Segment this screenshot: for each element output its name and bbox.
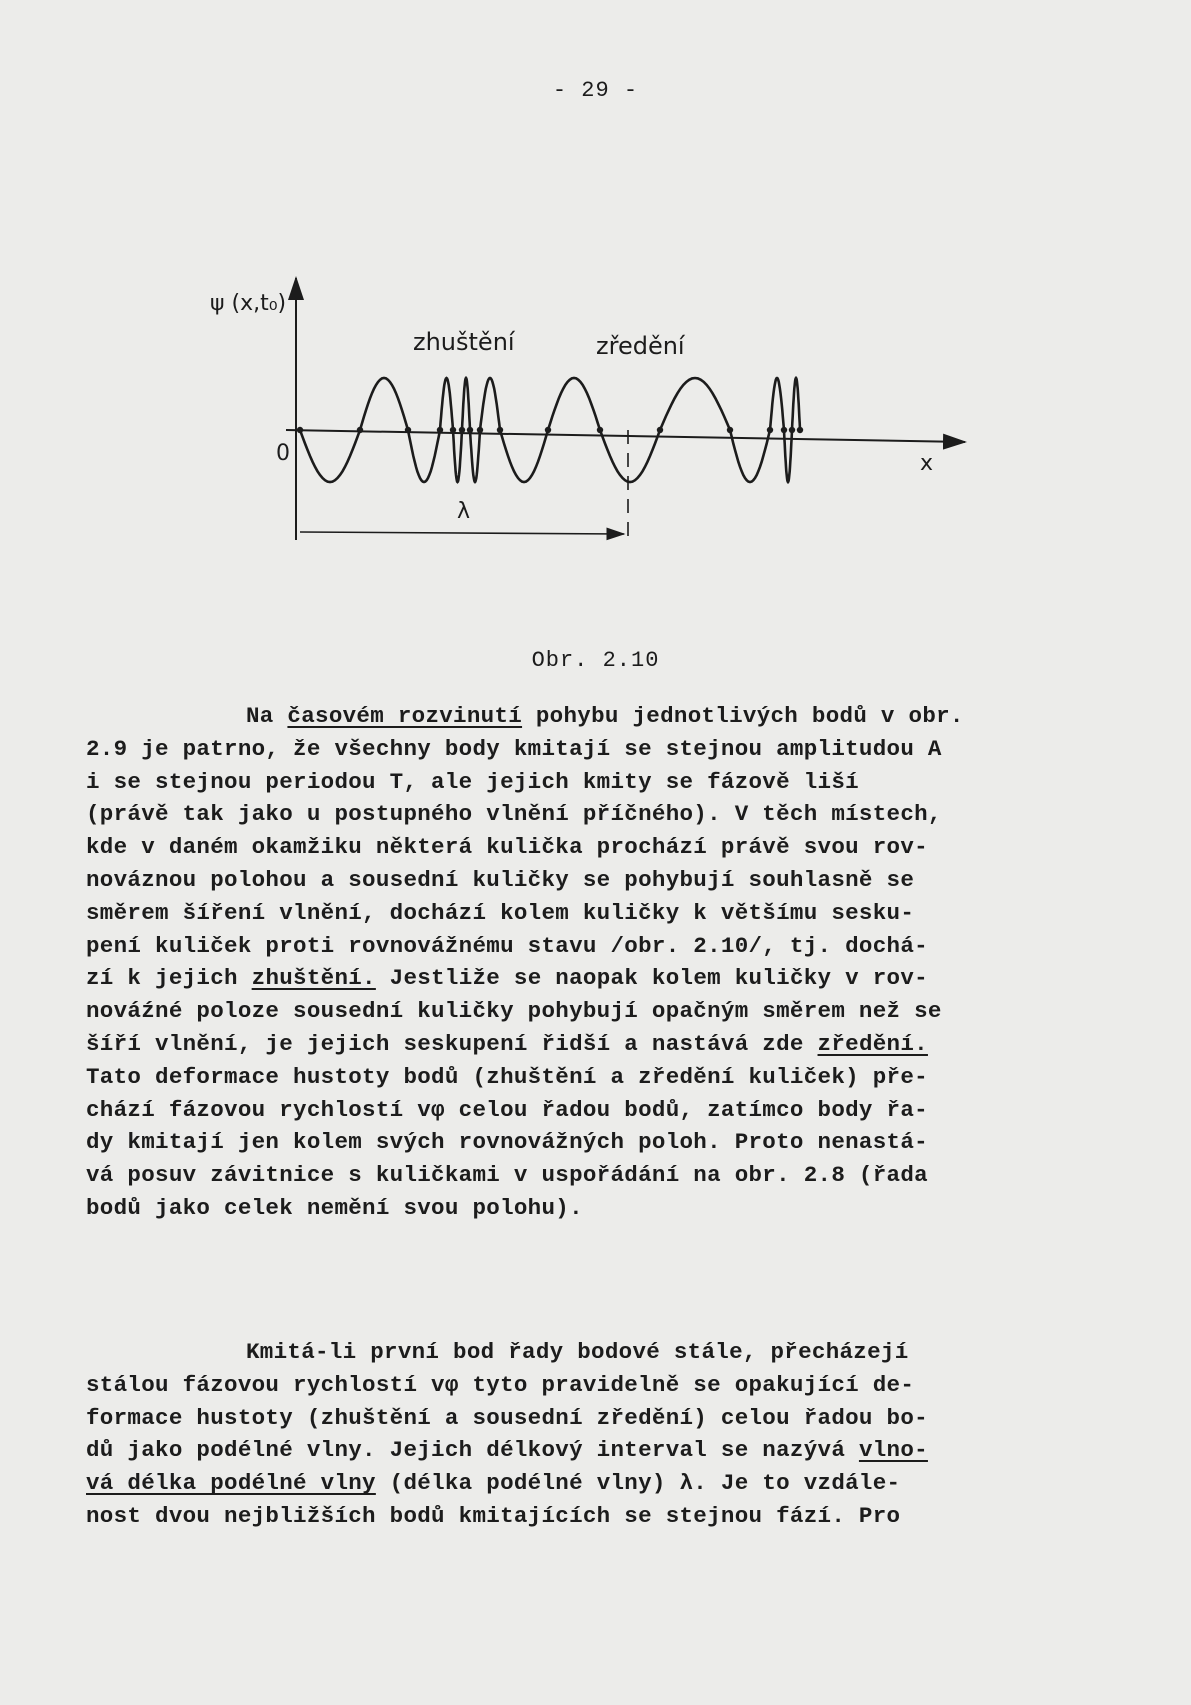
wave-point <box>450 427 456 433</box>
origin-label: 0 <box>276 441 290 466</box>
compression-label: zhuštění <box>413 328 515 356</box>
text-line: směrem šíření vlnění, dochází kolem kuličky k většímu sesku- <box>86 899 915 926</box>
wave-point <box>357 427 363 433</box>
wave-point <box>597 427 603 433</box>
text-line: (právě tak jako u postupného vlnění příčného). V těch místech, <box>86 801 942 828</box>
term-wavelength-part2: vá délka podélné vlny <box>86 1470 376 1497</box>
y-axis-label: ψ (x,t₀) <box>210 291 287 316</box>
figure-longitudinal-wave <box>200 280 980 560</box>
text-line: nováźné poloze sousední kuličky pohybují opačným směrem než se <box>86 998 942 1025</box>
text-line: Na časovém rozvinutí pohybu jednotlivých bodů v obr. <box>246 703 964 729</box>
page-number: - 29 - <box>552 78 639 103</box>
wave-point <box>297 427 303 433</box>
wave-point <box>781 427 787 433</box>
text-line: dy kmitají jen kolem svých rovnovážných poloh. Proto nenastá- <box>86 1129 928 1156</box>
wave-point <box>727 427 733 433</box>
text-line: formace hustoty (zhuštění a sousední zředění) celou řadou bo- <box>86 1404 928 1431</box>
text-line: chází fázovou rychlostí vφ celou řadou bodů, zatímco body řa- <box>86 1096 928 1123</box>
wave-point <box>437 427 443 433</box>
wave-point <box>477 427 483 433</box>
text-line: vá posuv závitnice s kuličkami v uspořádání na obr. 2.8 (řada <box>86 1162 928 1189</box>
term-compression: zhuštění. <box>251 965 376 992</box>
text-line: zí k jejich zhuštění. Jestliže se naopak kolem kuličky v rov- <box>86 965 928 992</box>
x-axis <box>286 430 965 442</box>
term-time-development: časovém rozvinutí <box>287 703 523 729</box>
text-line: šíří vlnění, je jejich seskupení řidší a nastává zde zředění. <box>86 1030 928 1057</box>
text-line: Tato deformace hustoty bodů (zhuštění a zředění kuliček) pře- <box>86 1063 928 1090</box>
wave-point <box>459 427 465 433</box>
term-rarefaction: zředění. <box>817 1030 928 1057</box>
wave-point <box>545 427 551 433</box>
text-line: pení kuliček proti rovnovážnému stavu /obr. 2.10/, tj. dochá- <box>86 932 928 959</box>
paragraph-1 <box>86 700 1066 1225</box>
text-line: vá délka podélné vlny (délka podélné vlny) λ. Je to vzdále- <box>86 1470 901 1497</box>
wave-point <box>657 427 663 433</box>
wave-point <box>767 427 773 433</box>
text-line: dů jako podélné vlny. Jejich délkový interval se nazývá vlno- <box>86 1437 928 1464</box>
term-wavelength-part1: vlno- <box>858 1437 928 1464</box>
wave-point <box>405 427 411 433</box>
text-line: kde v daném okamžiku některá kulička prochází právě svou rov- <box>86 834 928 861</box>
paragraph-2 <box>86 1336 1066 1533</box>
wave-point <box>789 427 795 433</box>
wave-point <box>497 427 503 433</box>
text-line: nováznou polohou a sousední kuličky se pohybují souhlasně se <box>86 866 915 893</box>
text-line: bodů jako celek nemění svou polohu). <box>86 1194 583 1221</box>
wave-point <box>797 427 803 433</box>
text-line: nost dvou nejbližších bodů kmitajících se stejnou fází. Pro <box>86 1502 901 1529</box>
text-line: stálou fázovou rychlostí vφ tyto pravidelně se opakující de- <box>86 1371 915 1398</box>
wave-point <box>467 427 473 433</box>
text-line: 2.9 je patrno, že všechny body kmitají se stejnou amplitudou A <box>86 735 942 762</box>
figure-caption: Obr. 2.10 <box>531 648 660 673</box>
wavelength-label: λ <box>457 499 471 524</box>
x-axis-label: x <box>920 451 934 476</box>
wave-diagram <box>200 280 980 560</box>
text-line: Kmitá-li první bod řady bodové stále, přecházejí <box>246 1339 909 1365</box>
text-line: i se stejnou periodou T, ale jejich kmity se fázově liší <box>86 768 859 795</box>
rarefaction-label: zředění <box>596 332 685 360</box>
wavelength-arrow <box>300 532 624 534</box>
